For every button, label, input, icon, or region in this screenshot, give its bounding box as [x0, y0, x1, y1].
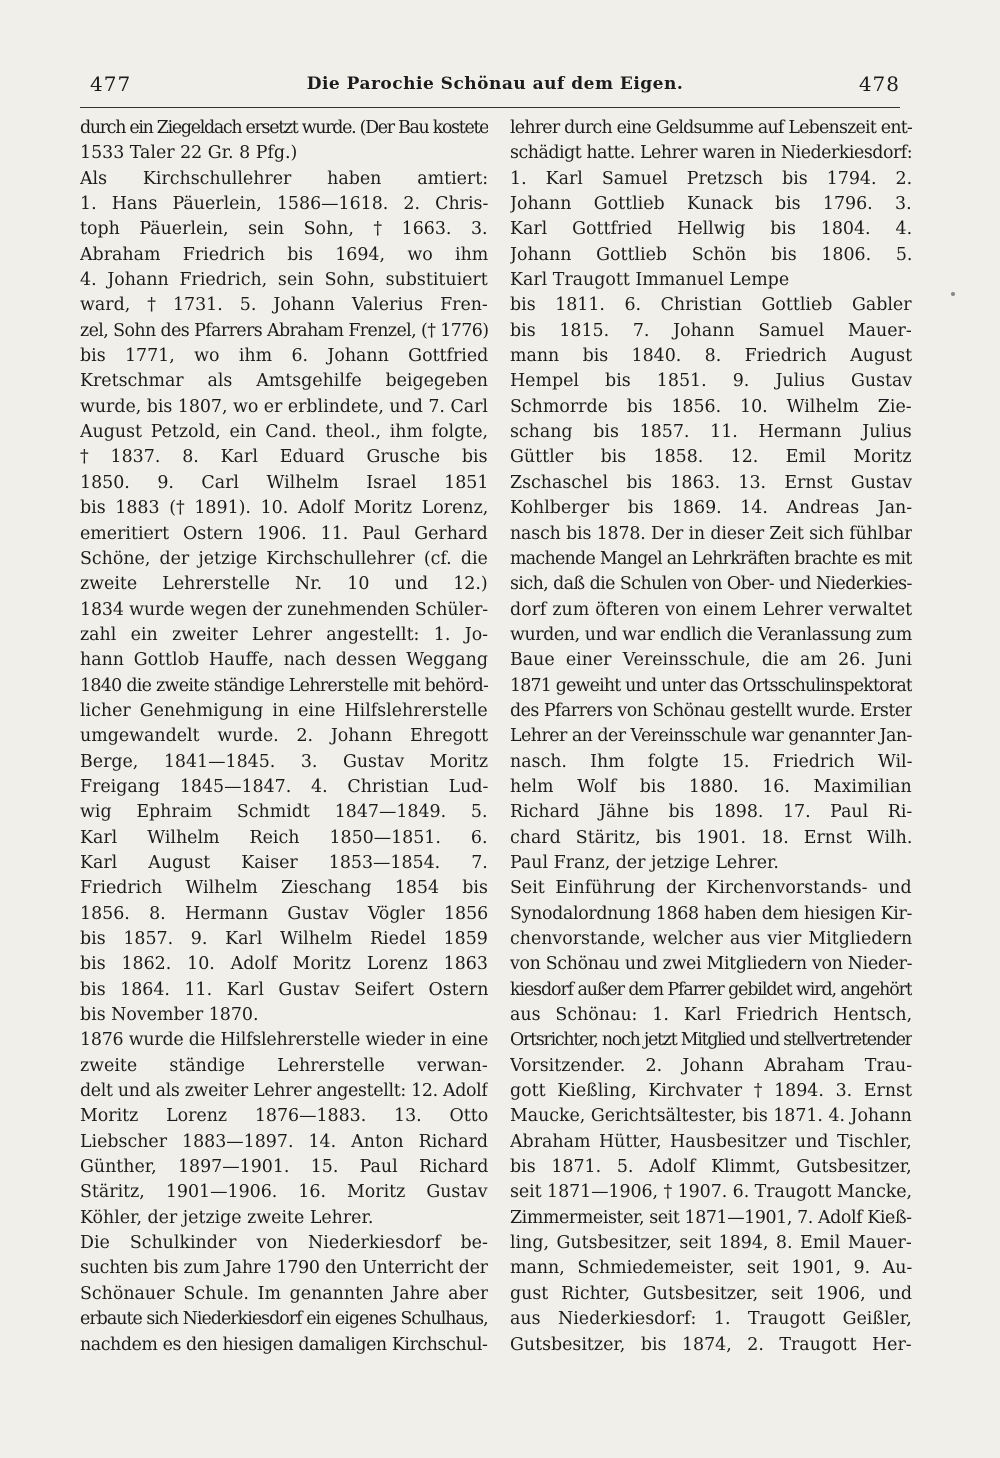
- text-line: Lehrer an der Vereinsschule war genannter Jan-: [510, 726, 912, 747]
- text-line: kiesdorf außer dem Pfarrer gebildet wird, angehört: [510, 979, 912, 1000]
- text-line: Johann Gottlieb Schön bis 1806. 5.: [510, 244, 912, 265]
- text-line: mann bis 1840. 8. Friedrich August: [510, 346, 912, 367]
- text-line: 1876 wurde die Hilfslehrerstelle wieder in eine: [80, 1030, 488, 1051]
- page-header: [90, 72, 900, 106]
- left-text-column: [80, 116, 488, 1358]
- text-line: 1856. 8. Hermann Gustav Vögler 1856: [80, 903, 488, 924]
- page-number-left: 477: [90, 72, 132, 96]
- text-line: 1533 Taler 22 Gr. 8 Pfg.): [80, 143, 298, 164]
- text-line: 1. Hans Päuerlein, 1586—1618. 2. Chris-: [80, 194, 488, 215]
- text-line: des Pfarrers von Schönau gestellt wurde. Erster: [510, 700, 912, 721]
- text-line: Ortsrichter, noch jetzt Mitglied und stellvertretender: [510, 1030, 912, 1051]
- running-title: Die Parochie Schönau auf dem Eigen.: [306, 74, 684, 94]
- text-line: von Schönau und zwei Mitgliedern von Nieder-: [510, 954, 912, 975]
- text-line: Güttler bis 1858. 12. Emil Moritz: [510, 447, 912, 468]
- text-line: bis 1883 († 1891). 10. Adolf Moritz Lorenz,: [80, 498, 488, 519]
- text-line: 1871 geweiht und unter das Ortsschulinspektorat: [510, 675, 912, 696]
- text-line: Karl August Kaiser 1853—1854. 7.: [80, 852, 488, 873]
- text-line: seit 1871—1906, † 1907. 6. Traugott Mancke,: [510, 1182, 912, 1203]
- text-line: licher Genehmigung in eine Hilfslehrerstelle: [80, 700, 488, 721]
- text-line: Die Schulkinder von Niederkiesdorf be-: [80, 1233, 488, 1254]
- page-number-right: 478: [858, 72, 900, 96]
- text-line: Moritz Lorenz 1876—1883. 13. Otto: [80, 1106, 488, 1127]
- right-text-column: [510, 116, 912, 1358]
- text-line: bis 1771, wo ihm 6. Johann Gottfried: [80, 346, 488, 367]
- text-line: Friedrich Wilhelm Zieschang 1854 bis: [80, 878, 488, 899]
- text-line: Johann Gottlieb Kunack bis 1796. 3.: [510, 194, 912, 215]
- text-line: wurden, und war endlich die Veranlassung zum: [510, 624, 912, 645]
- text-line: lehrer durch eine Geldsumme auf Lebenszeit ent-: [510, 118, 912, 138]
- text-line: Hempel bis 1851. 9. Julius Gustav: [510, 371, 912, 392]
- text-line: 4. Johann Friedrich, sein Sohn, substituiert: [80, 270, 488, 291]
- text-line: schang bis 1857. 11. Hermann Julius: [510, 422, 912, 443]
- text-line: 1834 wurde wegen der zunehmenden Schüler-: [80, 599, 488, 620]
- text-line: Liebscher 1883—1897. 14. Anton Richard: [80, 1131, 488, 1152]
- text-line: August Petzold, ein Cand. theol., ihm folgte,: [80, 422, 488, 443]
- text-line: Gutsbesitzer, bis 1874, 2. Traugott Her-: [510, 1334, 912, 1355]
- text-line: Karl Wilhelm Reich 1850—1851. 6.: [80, 827, 488, 848]
- text-line: ling, Gutsbesitzer, seit 1894, 8. Emil Mauer-: [510, 1233, 912, 1254]
- text-line: Baue einer Vereinsschule, die am 26. Juni: [510, 650, 912, 671]
- text-line: 1850. 9. Carl Wilhelm Israel 1851: [80, 472, 488, 493]
- text-line: wig Ephraim Schmidt 1847—1849. 5.: [80, 802, 488, 823]
- text-line: zahl ein zweiter Lehrer angestellt: 1. Jo-: [80, 624, 488, 645]
- text-line: zweite Lehrerstelle Nr. 10 und 12.): [80, 574, 488, 595]
- text-line: gott Kießling, Kirchvater † 1894. 3. Ernst: [510, 1081, 912, 1102]
- text-line: Paul Franz, der jetzige Lehrer.: [510, 852, 779, 873]
- text-line: zel, Sohn des Pfarrers Abraham Frenzel, († 1776): [80, 320, 488, 341]
- text-line: Richard Jähne bis 1898. 17. Paul Ri-: [510, 802, 912, 823]
- text-line: Seit Einführung der Kirchenvorstands- und: [510, 878, 912, 899]
- text-line: umgewandelt wurde. 2. Johann Ehregott: [80, 726, 488, 747]
- margin-speck: [951, 292, 955, 296]
- text-line: Berge, 1841—1845. 3. Gustav Moritz: [80, 751, 488, 772]
- text-line: chenvorstande, welcher aus vier Mitgliedern: [510, 929, 912, 949]
- text-line: Abraham Friedrich bis 1694, wo ihm: [80, 244, 488, 265]
- text-line: Günther, 1897—1901. 15. Paul Richard: [80, 1157, 488, 1178]
- text-line: gust Richter, Gutsbesitzer, seit 1906, und: [510, 1283, 912, 1304]
- text-line: Schönauer Schule. Im genannten Jahre aber: [80, 1283, 488, 1304]
- text-line: Stäritz, 1901—1906. 16. Moritz Gustav: [80, 1182, 488, 1203]
- text-line: Zimmermeister, seit 1871—1901, 7. Adolf Kieß-: [510, 1207, 912, 1228]
- text-line: bis 1871. 5. Adolf Klimmt, Gutsbesitzer,: [510, 1157, 912, 1178]
- text-line: nasch bis 1878. Der in dieser Zeit sich fühlbar: [510, 523, 912, 544]
- text-line: helm Wolf bis 1880. 16. Maximilian: [510, 776, 912, 797]
- text-line: aus Niederkiesdorf: 1. Traugott Geißler,: [510, 1309, 912, 1330]
- text-line: Schöne, der jetzige Kirchschullehrer (cf. die: [80, 548, 488, 569]
- text-line: Kretschmar als Amtsgehilfe beigegeben: [80, 371, 488, 392]
- text-line: erbaute sich Niederkiesdorf ein eigenes Schulhaus,: [80, 1309, 488, 1330]
- text-line: Abraham Hütter, Hausbesitzer und Tischler,: [510, 1131, 912, 1152]
- text-line: bis 1857. 9. Karl Wilhelm Riedel 1859: [80, 929, 488, 949]
- text-line: bis 1864. 11. Karl Gustav Seifert Ostern: [80, 979, 488, 1000]
- text-line: Maucke, Gerichtsältester, bis 1871. 4. Johann: [510, 1106, 912, 1127]
- text-line: Zschaschel bis 1863. 13. Ernst Gustav: [510, 472, 912, 493]
- text-line: aus Schönau: 1. Karl Friedrich Hentsch,: [510, 1005, 912, 1026]
- text-line: emeritiert Ostern 1906. 11. Paul Gerhard: [80, 523, 488, 544]
- text-line: machende Mangel an Lehrkräften brachte es mit: [510, 548, 912, 569]
- text-line: nachdem es den hiesigen damaligen Kirchschul-: [80, 1334, 488, 1355]
- text-line: ward, † 1731. 5. Johann Valerius Fren-: [80, 295, 488, 316]
- text-line: chard Stäritz, bis 1901. 18. Ernst Wilh.: [510, 827, 912, 848]
- text-line: Karl Traugott Immanuel Lempe: [510, 270, 790, 291]
- text-line: † 1837. 8. Karl Eduard Grusche bis: [80, 447, 488, 468]
- text-line: wurde, bis 1807, wo er erblindete, und 7. Carl: [80, 396, 488, 417]
- header-rule: [80, 107, 900, 108]
- text-line: bis November 1870.: [80, 1005, 259, 1026]
- text-line: sich, daß die Schulen von Ober- und Niederkies-: [510, 574, 912, 595]
- text-line: Kohlberger bis 1869. 14. Andreas Jan-: [510, 498, 912, 519]
- text-line: Vorsitzender. 2. Johann Abraham Trau-: [510, 1055, 912, 1076]
- text-line: Karl Gottfried Hellwig bis 1804. 4.: [510, 219, 912, 240]
- text-line: 1. Karl Samuel Pretzsch bis 1794. 2.: [510, 168, 912, 189]
- text-line: 1840 die zweite ständige Lehrerstelle mit behörd-: [80, 675, 488, 696]
- text-line: Synodalordnung 1868 haben dem hiesigen Kir-: [510, 903, 912, 924]
- text-line: dorf zum öfteren von einem Lehrer verwaltet: [510, 599, 912, 620]
- text-line: Freigang 1845—1847. 4. Christian Lud-: [80, 776, 488, 797]
- text-line: Als Kirchschullehrer haben amtiert:: [80, 168, 488, 189]
- text-line: toph Päuerlein, sein Sohn, † 1663. 3.: [80, 219, 488, 240]
- text-line: schädigt hatte. Lehrer waren in Niederkiesdorf:: [510, 143, 912, 164]
- text-line: bis 1815. 7. Johann Samuel Mauer-: [510, 320, 912, 341]
- text-line: bis 1862. 10. Adolf Moritz Lorenz 1863: [80, 954, 488, 975]
- text-line: hann Gottlob Hauffe, nach dessen Weggang: [80, 650, 488, 671]
- text-line: nasch. Ihm folgte 15. Friedrich Wil-: [510, 751, 912, 772]
- text-line: durch ein Ziegeldach ersetzt wurde. (Der Bau kostete: [80, 118, 488, 138]
- text-line: Schmorrde bis 1856. 10. Wilhelm Zie-: [510, 396, 912, 417]
- text-line: delt und als zweiter Lehrer angestellt: 12. Adolf: [80, 1081, 488, 1102]
- text-line: zweite ständige Lehrerstelle verwan-: [80, 1055, 488, 1076]
- text-line: bis 1811. 6. Christian Gottlieb Gabler: [510, 295, 912, 316]
- text-line: Köhler, der jetzige zweite Lehrer.: [80, 1207, 374, 1228]
- text-line: mann, Schmiedemeister, seit 1901, 9. Au-: [510, 1258, 912, 1279]
- text-line: suchten bis zum Jahre 1790 den Unterricht der: [80, 1258, 488, 1279]
